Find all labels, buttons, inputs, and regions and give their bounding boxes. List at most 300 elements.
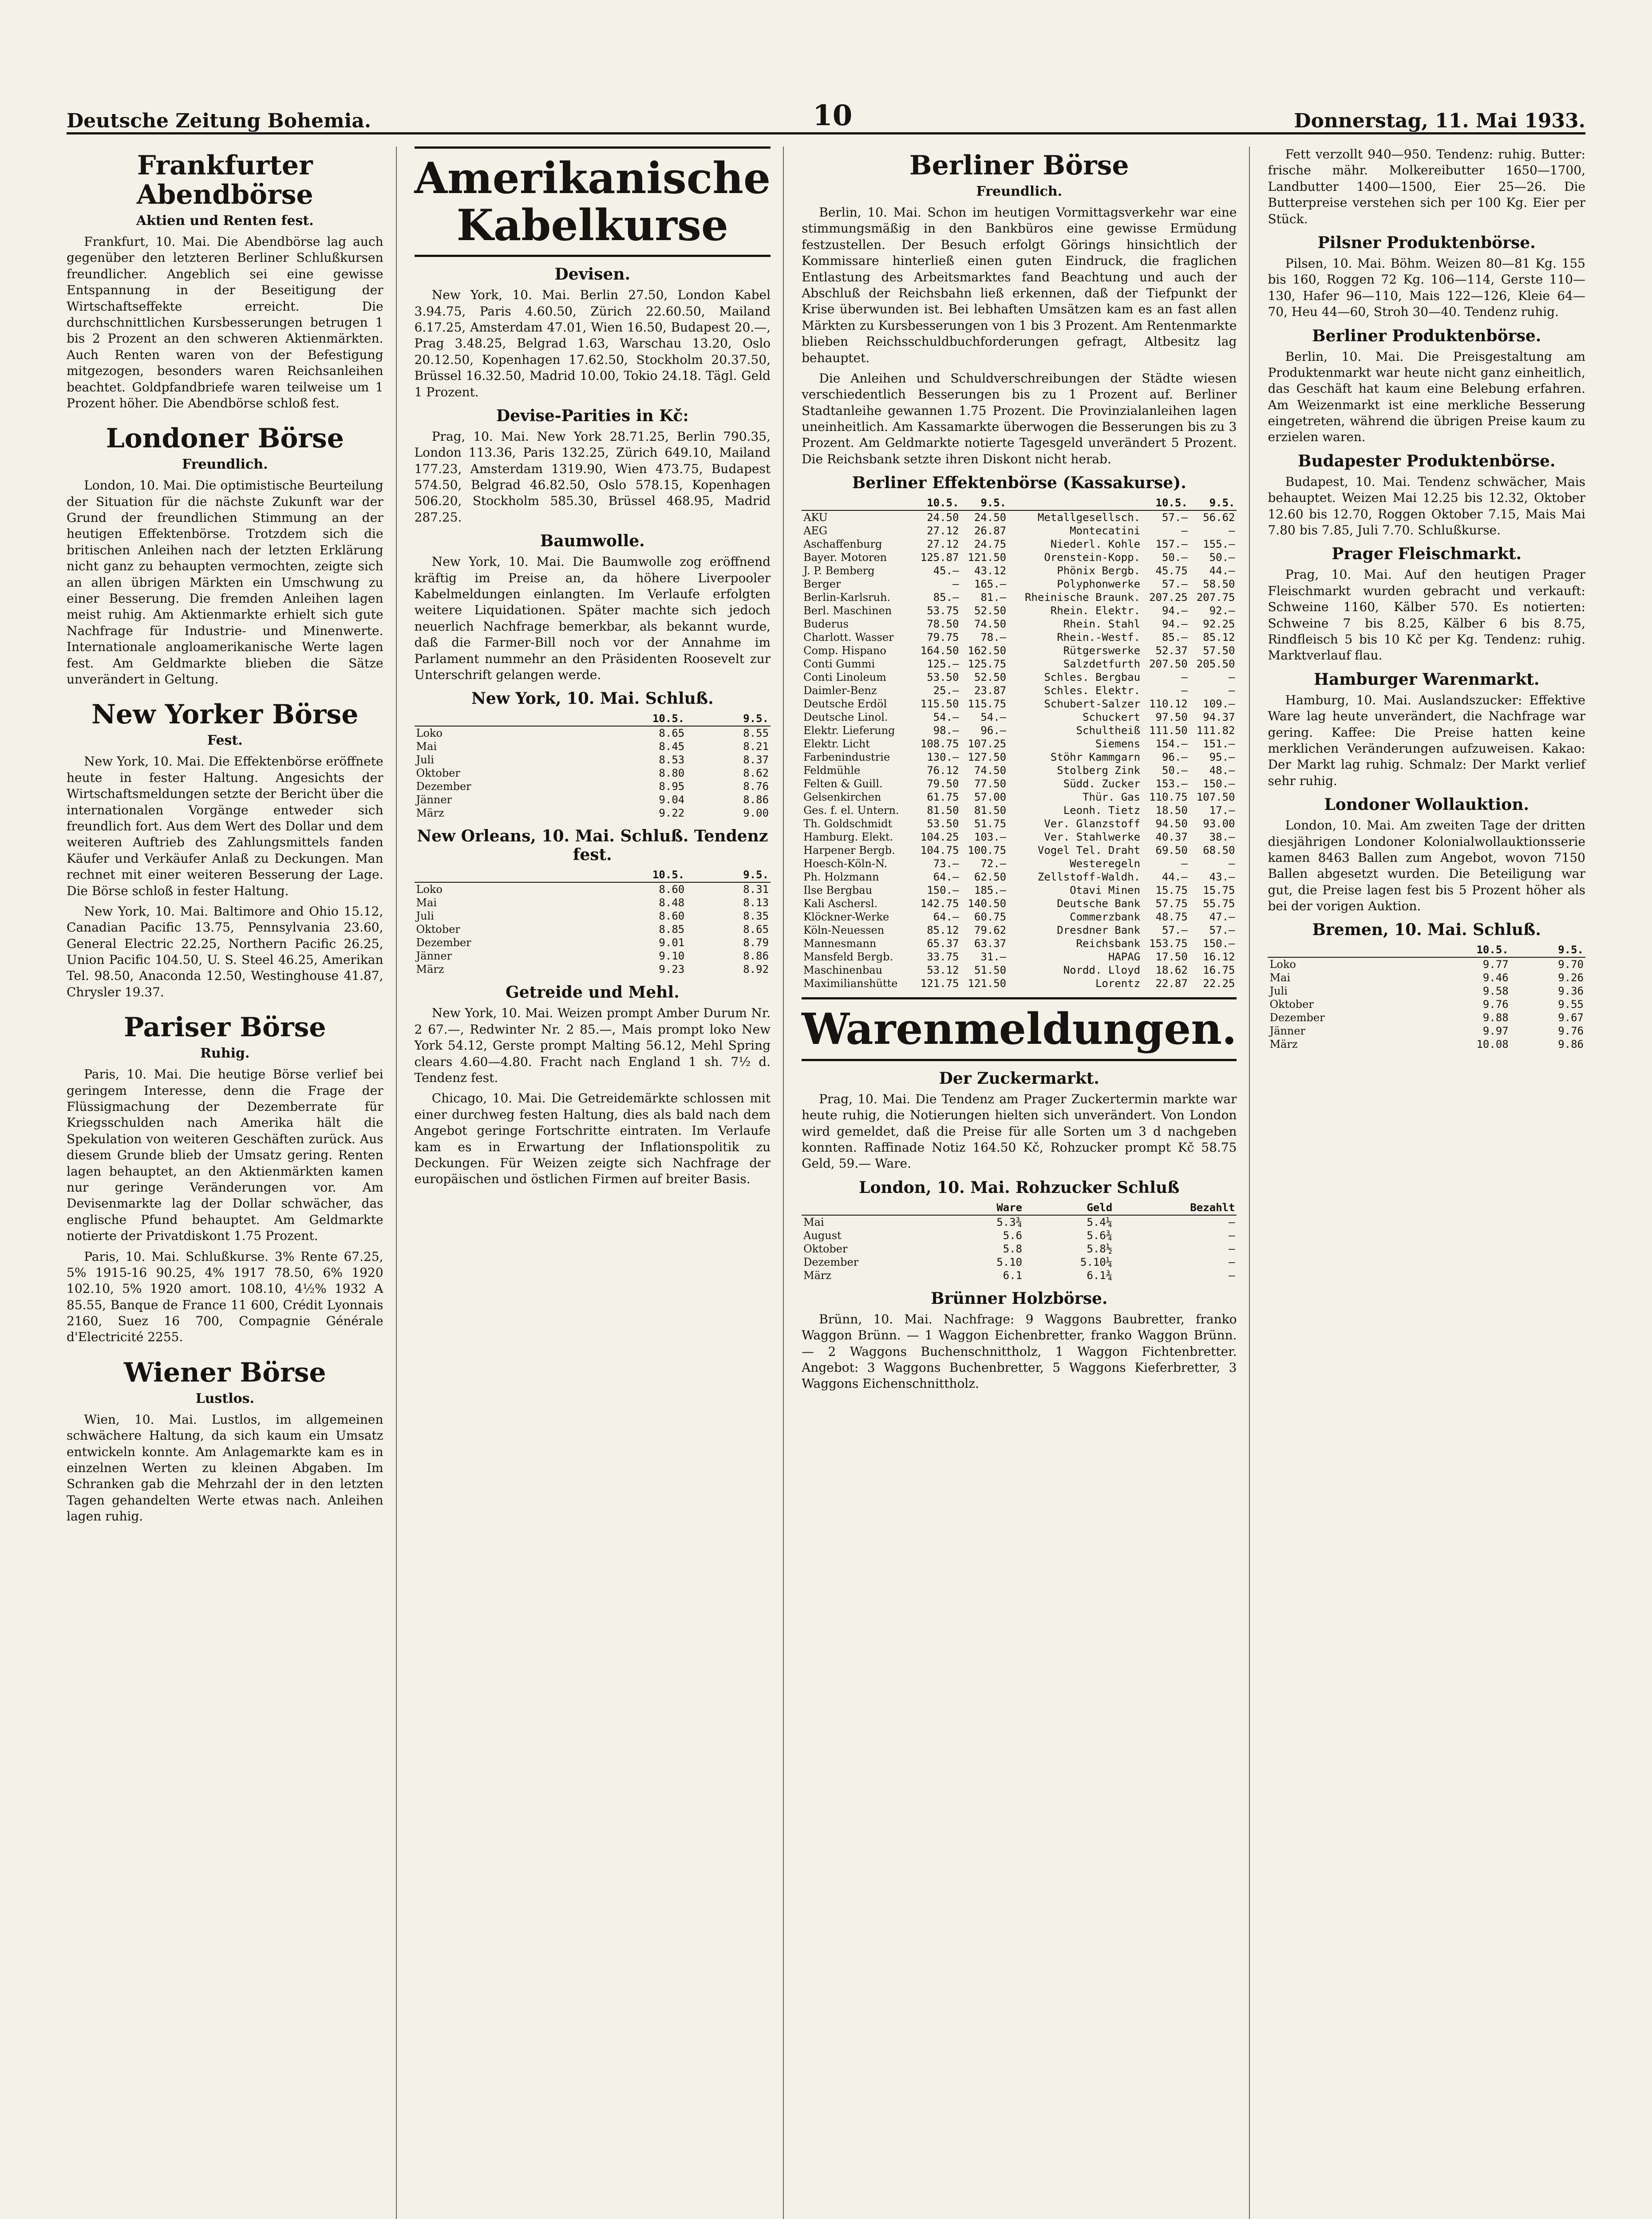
table-cell: 104.25 xyxy=(920,831,959,844)
article-text: Prag, 10. Mai. Die Tendenz am Prager Zuckertermin markte war heute ruhig, die Notierungen hielten sich unverändert. Von London wird gemeldet, daß die Preise für alle Sorten um 3 d nachgeben konnten. Raffinade Notiz 164.50 Kč, Rohzucker prompt Kč 58.75 Geld, 59.— Ware. xyxy=(802,1091,1237,1171)
table-cell: 16.12 xyxy=(1203,951,1235,963)
table-cell: 8.76 xyxy=(743,780,769,793)
table-cell: Rheinische Braunk. xyxy=(1025,591,1141,604)
table-cell: Mai xyxy=(416,896,437,909)
table-cell: Berl. Maschinen xyxy=(803,604,892,617)
table-cell: 56.62 xyxy=(1203,511,1235,524)
table-cell: 5.3¾ xyxy=(996,1216,1022,1228)
table-cell: Hamburg. Elekt. xyxy=(803,831,893,844)
table-cell: — xyxy=(1229,1216,1235,1228)
table-cell: 8.35 xyxy=(743,910,769,923)
sub-heading: Berliner Produktenbörse. xyxy=(1312,326,1541,345)
table-cell: August xyxy=(803,1229,842,1242)
table-cell: 8.65 xyxy=(743,923,769,936)
table-cell: Aschaffenburg xyxy=(803,538,882,551)
table-cell: 22.87 xyxy=(1155,977,1188,990)
table-heading: New York, 10. Mai. Schluß. xyxy=(471,689,714,708)
article-text: London, 10. Mai. Die optimistische Beurteilung der Situation für die nächste Zukunft war der Grund der freundlichen Stimmung an der heutigen Effektenbörse. Trotzdem sich die britischen Anleihen nach der letzten Erklärung nicht ganz zu behaupten vermochten, zeigte sich an allen übrigen Märkten ein Umschwung zu einer Besserung. Die fremden Anleihen lagen meist ruhig. Am Aktienmarkte erhielt sich gute Nachfrage für Industrie- und Minenwerte. Internationale angloamerikanische Werte lagen fest. Am Geldmarkte blieben die Sätze unverändert in Geltung. xyxy=(67,478,383,687)
table-row xyxy=(802,724,1237,737)
article-text: New York, 10. Mai. Die Baumwolle zog eröffnend kräftig im Preise an, da höhere Liverpooler Kabelmeldungen einlangten. Im Verlaufe erfolgten weitere Liquidationen. Später machte sich jedoch neuerlich Nachfrage bemerkbar, als bekannt wurde, daß die Farmer-Bill noch vor der Annahme im Parlament nummehr an den Präsidenten Roosevelt zur Unterschrift gelangen werde. xyxy=(414,554,771,682)
table-cell: 17.— xyxy=(1209,804,1235,817)
table-cell: 18.62 xyxy=(1155,964,1188,977)
table-cell: 81.50 xyxy=(927,804,959,817)
table-cell: 57.— xyxy=(1162,511,1188,524)
table-cell: 207.25 xyxy=(1149,591,1188,604)
article-text: London, 10. Mai. Am zweiten Tage der dritten diesjährigen Londoner Kolonialwollauktionsserie kamen 8463 Ballen zum Angebot, wovon 7150 Ballen abgesetzt wurden. Die Beteiligung war gut, die Preise lagen fest bis 5 Prozent höher als bei der vorigen Auktion. xyxy=(1268,818,1585,914)
table-cell: 164.50 xyxy=(920,644,959,657)
table-cell: Oktober xyxy=(416,923,460,936)
bremen-cotton-table xyxy=(1268,943,1585,1051)
table-cell: 5.10 xyxy=(996,1256,1022,1268)
table-cell: 97.50 xyxy=(1155,711,1188,724)
table-heading: New Orleans, 10. Mai. Schluß. Tendenz fest. xyxy=(417,827,768,865)
table-cell: 5.6 xyxy=(1003,1229,1022,1242)
table-cell: Oktober xyxy=(1269,998,1314,1011)
section-title: Pariser Börse xyxy=(123,1012,326,1043)
table-row xyxy=(802,577,1237,591)
table-cell: Juli xyxy=(416,754,434,766)
table-cell: 40.37 xyxy=(1155,831,1188,844)
table-cell: Commerzbank xyxy=(1070,911,1141,924)
sub-heading: Pilsner Produktenbörse. xyxy=(1317,233,1536,252)
table-cell: 53.50 xyxy=(927,671,959,684)
table-cell: 9.36 xyxy=(1558,985,1584,998)
table-cell: 9.10 xyxy=(659,950,685,963)
section-title: Wiener Börse xyxy=(123,1357,326,1388)
table-cell: 62.50 xyxy=(974,871,1007,884)
newspaper-name: Deutsche Zeitung Bohemia. xyxy=(67,110,372,132)
table-cell: Ilse Bergbau xyxy=(803,884,873,897)
table-cell: Schles. Bergbau xyxy=(1044,671,1141,684)
table-column-header: 10.5. xyxy=(1142,496,1190,510)
table-cell: Otavi Minen xyxy=(1070,884,1141,897)
column-2 xyxy=(415,146,784,2219)
table-cell: 64.— xyxy=(933,871,959,884)
table-cell: 6.1¾ xyxy=(1087,1269,1113,1282)
table-cell: Oktober xyxy=(416,767,460,780)
table-row xyxy=(1268,957,1585,971)
table-cell: 115.75 xyxy=(968,698,1007,711)
table-cell: 77.50 xyxy=(974,778,1007,790)
table-cell: 16.75 xyxy=(1203,964,1235,977)
table-cell: 50.— xyxy=(1209,551,1235,564)
sub-heading: Der Zuckermarkt. xyxy=(939,1069,1099,1088)
table-cell: Charlott. Wasser xyxy=(803,631,894,644)
table-cell: 150.— xyxy=(927,884,959,897)
table-cell: — xyxy=(1181,671,1188,684)
table-header-row xyxy=(415,868,771,882)
table-cell: 8.37 xyxy=(743,754,769,766)
table-row xyxy=(415,780,771,793)
table-cell: 155.— xyxy=(1203,538,1235,551)
table-cell: 26.87 xyxy=(974,525,1007,537)
table-cell: Juli xyxy=(416,910,434,923)
table-cell: Loko xyxy=(1269,958,1296,971)
table-cell: 79.50 xyxy=(927,778,959,790)
table-column-header xyxy=(802,496,913,510)
masthead xyxy=(67,99,1585,134)
table-row xyxy=(802,604,1237,617)
table-column-header: 9.5. xyxy=(686,711,771,726)
article-text: Pilsen, 10. Mai. Böhm. Weizen 80—81 Kg. 155 bis 160, Roggen 72 Kg. 106—114, Gerste 110—130, Hafer 96—110, Mais 122—126, Kleie 64—70, Heu 44—60, Stroh 30—40. Tendenz ruhig. xyxy=(1268,256,1585,320)
table-cell: 43.— xyxy=(1209,871,1235,884)
table-cell: 103.— xyxy=(974,831,1007,844)
table-cell: 45.75 xyxy=(1155,565,1188,577)
table-heading: Berliner Effektenbörse (Kassakurse). xyxy=(852,474,1186,493)
sub-heading: Brünner Holzbörse. xyxy=(931,1289,1108,1308)
table-cell: 154.— xyxy=(1155,738,1188,750)
table-cell: Schles. Elektr. xyxy=(1044,684,1141,697)
table-cell: — xyxy=(1229,1242,1235,1255)
section-newyork xyxy=(67,700,383,1000)
table-cell: 9.01 xyxy=(659,936,685,949)
waren-title: Warenmeldungen. xyxy=(802,997,1237,1061)
table-row xyxy=(802,790,1237,804)
article-text: Budapest, 10. Mai. Tendenz schwächer, Mais behauptet. Weizen Mai 12.25 bis 12.32, Oktober 12.60 bis 12.70, Roggen Oktober 7.15, Mais Mai 7.80 bis 7.85, Juli 7.70. Schlußkurse. xyxy=(1268,474,1585,538)
table-cell: 78.— xyxy=(980,631,1007,644)
table-cell: 74.50 xyxy=(974,764,1007,777)
table-cell: 121.50 xyxy=(968,551,1007,564)
table-row xyxy=(802,697,1237,711)
table-row xyxy=(802,551,1237,564)
table-cell: Metallgesellsch. xyxy=(1037,511,1141,524)
table-cell: 9.22 xyxy=(659,807,685,820)
section-subtitle: Lustlos. xyxy=(195,1390,254,1406)
table-row xyxy=(802,1242,1237,1256)
table-cell: 63.37 xyxy=(974,937,1007,950)
table-cell: 110.12 xyxy=(1149,698,1188,711)
table-header-row xyxy=(802,496,1237,510)
table-cell: 57.50 xyxy=(1203,644,1235,657)
table-cell: Dezember xyxy=(416,936,471,949)
table-cell: 18.50 xyxy=(1155,804,1188,817)
table-row xyxy=(802,684,1237,697)
table-cell: Hoesch-Köln-N. xyxy=(803,857,888,870)
table-cell: 8.79 xyxy=(743,936,769,949)
section-vienna xyxy=(67,1358,383,1525)
table-cell: HAPAG xyxy=(1108,951,1141,963)
table-row xyxy=(802,1229,1237,1242)
table-cell: Conti Gummi xyxy=(803,658,875,671)
table-cell: 57.— xyxy=(1162,924,1188,937)
table-cell: 9.76 xyxy=(1558,1025,1584,1038)
table-cell: 25.— xyxy=(933,684,959,697)
table-column-header xyxy=(1008,496,1142,510)
table-column-header: Ware xyxy=(950,1200,1024,1215)
table-cell: 85.— xyxy=(933,591,959,604)
table-cell: 157.— xyxy=(1155,538,1188,551)
table-column-header: 10.5. xyxy=(584,711,687,726)
table-cell: 61.75 xyxy=(927,791,959,804)
table-cell: Schubert-Salzer xyxy=(1044,698,1141,711)
table-cell: 43.12 xyxy=(974,565,1007,577)
table-cell: Loko xyxy=(416,727,443,740)
london-sugar-table xyxy=(802,1200,1237,1282)
table-cell: 94.50 xyxy=(1155,817,1188,830)
table-cell: 96.— xyxy=(980,724,1007,737)
table-cell: 45.— xyxy=(933,565,959,577)
table-row xyxy=(415,766,771,780)
section-frankfurt xyxy=(67,151,383,411)
table-cell: Dezember xyxy=(803,1256,859,1268)
table-cell: 57.00 xyxy=(974,791,1007,804)
table-cell: Reichsbank xyxy=(1076,937,1141,950)
table-cell: 69.50 xyxy=(1155,844,1188,857)
table-row xyxy=(415,793,771,806)
table-cell: Stöhr Kammgarn xyxy=(1050,751,1141,764)
table-cell: März xyxy=(1269,1038,1298,1051)
table-cell: 38.— xyxy=(1209,831,1235,844)
table-cell: 53.12 xyxy=(927,964,959,977)
section-title: Londoner Börse xyxy=(106,423,344,454)
table-cell: 57.— xyxy=(1209,924,1235,937)
table-row xyxy=(802,1256,1237,1269)
article-text: Berlin, 10. Mai. Schon im heutigen Vormittagsverkehr war eine stimmungsmäßig in den Bankbüros eine gewisse Ermüdung festzustellen. Der Besuch erfolgt Görings hinsichtlich der Kommissare hinterließ einen guten Eindruck, die fraglichen Entlastung des Arbeitsmarktes fand Beachtung und auch der Abschluß der Reichsbahn ließ erkennen, daß der Tiefpunkt der Krise überwunden ist. Bei lebhaften Umsätzen kam es an fast allen Märkten zu Kursbesserungen von 1 bis 3 Prozent. Am Rentenmarkte blieben Reichsschuldbuchforderungen gefragt, Altbesitz lag behauptet. xyxy=(802,205,1237,365)
table-cell: 52.50 xyxy=(974,671,1007,684)
table-cell: Orenstein-Kopp. xyxy=(1044,551,1141,564)
section-london xyxy=(67,424,383,687)
section-subtitle: Aktien und Renten fest. xyxy=(136,213,314,229)
table-cell: Mansfeld Bergb. xyxy=(803,951,893,963)
table-cell: AEG xyxy=(803,525,828,537)
table-cell: Farbenindustrie xyxy=(803,751,890,764)
table-row xyxy=(802,564,1237,577)
table-cell: Berger xyxy=(803,578,841,591)
table-row xyxy=(1268,998,1585,1011)
table-cell: Harpener Bergb. xyxy=(803,844,895,857)
table-cell: 92.25 xyxy=(1203,618,1235,631)
table-column-header: 9.5. xyxy=(686,868,771,882)
table-cell: 153.75 xyxy=(1149,937,1188,950)
table-cell: 68.50 xyxy=(1203,844,1235,857)
table-cell: Mai xyxy=(416,740,437,753)
table-column-header: 10.5. xyxy=(584,868,687,882)
table-column-header xyxy=(1268,943,1419,957)
table-row xyxy=(802,631,1237,644)
table-row xyxy=(802,524,1237,537)
section-subtitle: Freundlich. xyxy=(182,457,268,473)
table-cell: 127.50 xyxy=(968,751,1007,764)
table-cell: 58.50 xyxy=(1203,578,1235,591)
table-cell: Gelsenkirchen xyxy=(803,791,881,804)
table-cell: 207.75 xyxy=(1196,591,1235,604)
table-row xyxy=(1268,1011,1585,1024)
table-cell: Conti Linoleum xyxy=(803,671,886,684)
table-cell: 8.48 xyxy=(659,896,685,909)
table-row xyxy=(802,711,1237,724)
table-cell: 121.50 xyxy=(968,977,1007,990)
table-column-header: 10.5. xyxy=(1419,943,1510,957)
table-cell: 31.— xyxy=(980,951,1007,963)
table-cell: 73.— xyxy=(933,857,959,870)
table-cell: 23.87 xyxy=(974,684,1007,697)
table-cell: 125.87 xyxy=(920,551,959,564)
table-cell: Dezember xyxy=(1269,1011,1325,1024)
table-column-header: Bezahlt xyxy=(1114,1200,1237,1215)
article-text: Paris, 10. Mai. Schlußkurse. 3% Rente 67.25, 5% 1915-16 90.25, 4% 1917 78.50, 6% 1920 102.10, 5% 1920 amort. 108.10, 4½% 1932 A 85.55, Banque de France 11 600, Crédit Lyonnais 2160, Suez 16 700, Compagnie Générale d'Electricité 2255. xyxy=(67,1249,383,1345)
table-cell: — xyxy=(1181,684,1188,697)
table-cell: 27.12 xyxy=(927,525,959,537)
table-cell: 57.75 xyxy=(1155,897,1188,910)
table-cell: 48.— xyxy=(1209,764,1235,777)
table-row xyxy=(415,923,771,936)
table-cell: 107.50 xyxy=(1196,791,1235,804)
table-cell: 15.75 xyxy=(1203,884,1235,897)
table-cell: 9.86 xyxy=(1558,1038,1584,1051)
table-cell: 207.50 xyxy=(1149,658,1188,671)
table-cell: 10.08 xyxy=(1476,1038,1509,1051)
table-cell: 107.25 xyxy=(968,738,1007,750)
table-cell: 8.65 xyxy=(659,727,685,740)
column-1 xyxy=(67,146,397,2219)
section-title: New Yorker Börse xyxy=(91,699,359,730)
table-cell: 65.37 xyxy=(927,937,959,950)
column-3 xyxy=(802,146,1250,2219)
table-cell: — xyxy=(1229,1269,1235,1282)
table-column-header xyxy=(415,868,584,882)
table-cell: Mai xyxy=(1269,971,1291,984)
table-cell: 24.75 xyxy=(974,538,1007,551)
table-row xyxy=(802,777,1237,790)
table-cell: Westeregeln xyxy=(1070,857,1141,870)
table-row xyxy=(1268,1038,1585,1051)
table-cell: 9.76 xyxy=(1482,998,1509,1011)
table-cell: Juli xyxy=(1269,985,1288,998)
table-column-header: Geld xyxy=(1024,1200,1114,1215)
table-cell: Kali Aschersl. xyxy=(803,897,878,910)
table-cell: 9.97 xyxy=(1482,1025,1509,1038)
table-cell: Südd. Zucker xyxy=(1063,778,1141,790)
table-cell: 205.50 xyxy=(1196,658,1235,671)
table-cell: Felten & Guill. xyxy=(803,778,883,790)
table-cell: 5.6¾ xyxy=(1087,1229,1113,1242)
table-cell: 64.— xyxy=(933,911,959,924)
table-cell: Rhein. Elektr. xyxy=(1050,604,1141,617)
table-cell: Vogel Tel. Draht xyxy=(1037,844,1141,857)
table-cell: — xyxy=(1229,525,1235,537)
table-cell: 151.— xyxy=(1203,738,1235,750)
table-cell: 79.75 xyxy=(927,631,959,644)
table-cell: 8.13 xyxy=(743,896,769,909)
table-cell: 104.75 xyxy=(920,844,959,857)
section-subtitle: Freundlich. xyxy=(976,184,1063,199)
table-cell: 9.26 xyxy=(1558,971,1584,984)
table-cell: 15.75 xyxy=(1155,884,1188,897)
section-paris xyxy=(67,1013,383,1346)
table-cell: 57.— xyxy=(1162,578,1188,591)
table-cell: Mannesmann xyxy=(803,937,877,950)
table-cell: 24.50 xyxy=(974,511,1007,524)
table-row xyxy=(802,937,1237,950)
table-cell: 8.62 xyxy=(743,767,769,780)
table-cell: Ver. Glanzstoff xyxy=(1044,817,1141,830)
table-cell: 9.58 xyxy=(1482,985,1509,998)
table-cell: 8.86 xyxy=(743,950,769,963)
table-row xyxy=(802,963,1237,977)
table-cell: 94.37 xyxy=(1203,711,1235,724)
table-row xyxy=(802,817,1237,830)
table-row xyxy=(415,753,771,766)
table-cell: 8.86 xyxy=(743,794,769,806)
table-cell: 9.70 xyxy=(1558,958,1584,971)
table-cell: 110.75 xyxy=(1149,791,1188,804)
table-header-row xyxy=(1268,943,1585,957)
table-row xyxy=(802,591,1237,604)
article-text: Wien, 10. Mai. Lustlos, im allgemeinen schwächere Haltung, da sich kaum ein Umsatz entwickeln konnte. Am Anlagemarkte kam es in einzelnen Werten zu kleinen Abgaben. Im Schranken gab die Mehrzahl der in den letzten Tagen gehandelten Werte etwas nach. Anleihen lagen ruhig. xyxy=(67,1412,383,1524)
table-column-header: 9.5. xyxy=(960,496,1008,510)
table-cell: 185.— xyxy=(974,884,1007,897)
table-cell: — xyxy=(1181,525,1188,537)
table-row xyxy=(802,977,1237,990)
table-row xyxy=(802,657,1237,671)
table-cell: 33.75 xyxy=(927,951,959,963)
table-cell: 8.95 xyxy=(659,780,685,793)
table-cell: 44.— xyxy=(1162,871,1188,884)
table-row xyxy=(1268,971,1585,984)
table-cell: J. P. Bemberg xyxy=(803,565,875,577)
table-cell: 8.55 xyxy=(743,727,769,740)
article-text: New York, 10. Mai. Berlin 27.50, London Kabel 3.94.75, Paris 4.60.50, Zürich 22.60.50, Mailand 6.17.25, Amsterdam 47.01, Wien 16.50, Budapest 20.—, Prag 3.48.25, Belgrad 1.63, Warschau 13.20, Oslo 20.12.50, Kopenhagen 17.62.50, Stockholm 20.37.50, Brüssel 16.32.50, Madrid 10.00, Tokio 24.18. Tägl. Geld 1 Prozent. xyxy=(414,288,771,399)
table-row xyxy=(415,806,771,820)
table-row xyxy=(802,910,1237,924)
table-cell: 98.— xyxy=(933,724,959,737)
article-text: Paris, 10. Mai. Die heutige Börse verlief bei geringem Interesse, denn die Frage der Flüssigmachung der Dezemberrate für Kriegsschulden nach Amerika hält die Spekulation von weiteren Geschäften zurück. Aus diesem Grunde blieb der Umsatz gering. Renten lagen behauptet, an den Aktienmärkten kamen nur geringe Veränderungen vor. Am Devisenmarkte lag der Dollar schwächer, das englische Pfund behauptet. Am Geldmarkte notierte der Privatdiskont 1.75 Prozent. xyxy=(67,1067,383,1244)
table-cell: Oktober xyxy=(803,1242,848,1255)
table-cell: Stolberg Zink xyxy=(1057,764,1141,777)
table-cell: Deutsche Linol. xyxy=(803,711,888,724)
table-cell: 8.80 xyxy=(659,767,685,780)
table-cell: — xyxy=(1229,1256,1235,1268)
table-cell: 79.62 xyxy=(974,924,1007,937)
table-cell: Montecatini xyxy=(1070,525,1141,537)
table-cell: Mai xyxy=(803,1216,824,1228)
table-cell: Feldmühle xyxy=(803,764,861,777)
table-cell: Schuckert xyxy=(1083,711,1141,724)
table-cell: 100.75 xyxy=(968,844,1007,857)
table-cell: 9.88 xyxy=(1482,1011,1509,1024)
table-row xyxy=(802,737,1237,750)
table-header-row xyxy=(802,1200,1237,1215)
new-orleans-quotes-table xyxy=(415,868,771,976)
cotton-quotes-table xyxy=(415,711,771,820)
table-row xyxy=(802,897,1237,910)
table-cell: Dresdner Bank xyxy=(1057,924,1141,937)
table-row xyxy=(802,1269,1237,1282)
sub-heading: Budapester Produktenbörse. xyxy=(1298,451,1556,470)
table-cell: 74.50 xyxy=(974,618,1007,631)
table-cell: Deutsche Erdöl xyxy=(803,698,887,711)
page-number: 10 xyxy=(813,99,853,132)
table-cell: 5.4¼ xyxy=(1087,1216,1113,1228)
table-cell: Buderus xyxy=(803,618,849,631)
table-cell: 81.50 xyxy=(974,804,1007,817)
table-cell: 111.50 xyxy=(1149,724,1188,737)
table-cell: 85.12 xyxy=(1203,631,1235,644)
table-cell: Jänner xyxy=(1269,1025,1305,1038)
article-text: Frankfurt, 10. Mai. Die Abendbörse lag auch gegenüber den letzteren Berliner Schlußkursen freundlicher. Angeblich sei eine gewisse Entspannung in der Beseitigung der Wirtschaftseffekte erreicht. Die durchschnittlichen Kursbesserungen betrugen 1 bis 2 Prozent an den schweren Aktienmärkten. Auch Renten waren von der Befestigung mitgezogen, besonders waren Reichsanleihen beachtet. Goldpfandbriefe waren teilweise um 1 Prozent höher. Die Abendbörse schloß fest. xyxy=(67,234,383,411)
table-cell: 81.— xyxy=(980,591,1007,604)
table-cell: Th. Goldschmidt xyxy=(803,817,893,830)
table-cell: Phönix Bergb. xyxy=(1057,565,1141,577)
table-cell: Siemens xyxy=(1095,738,1141,750)
table-cell: — xyxy=(1181,857,1188,870)
article-text: New York, 10. Mai. Weizen prompt Amber Durum Nr. 2 67.—, Redwinter Nr. 2 85.—, Mais prompt loko New York 54.12, Gerste prompt Malting 56.12, Mehl Spring clears 4.60—4.80. Fracht nach England 1 sh. 7½ d. Tendenz fest. xyxy=(414,1006,771,1085)
article-text: Die Anleihen und Schuldverschreibungen der Städte wiesen verschiedentlich Besserungen bis zu 1 Prozent auf. Berliner Stadtanleihe gewannen 1.75 Prozent. Die Provinzialanleihen lagen uneinheitlich. Am Kassamarkte überwogen die Besserungen bis zu 3 Prozent. Am Geldmarkte notierte Tagesgeld unverändert 5 Prozent. Die Reichsbank setzte ihren Diskont nicht herab. xyxy=(802,371,1237,466)
columns xyxy=(67,146,1598,2219)
table-cell: März xyxy=(416,963,444,976)
table-cell: 55.75 xyxy=(1203,897,1235,910)
table-cell: Lorentz xyxy=(1095,977,1141,990)
